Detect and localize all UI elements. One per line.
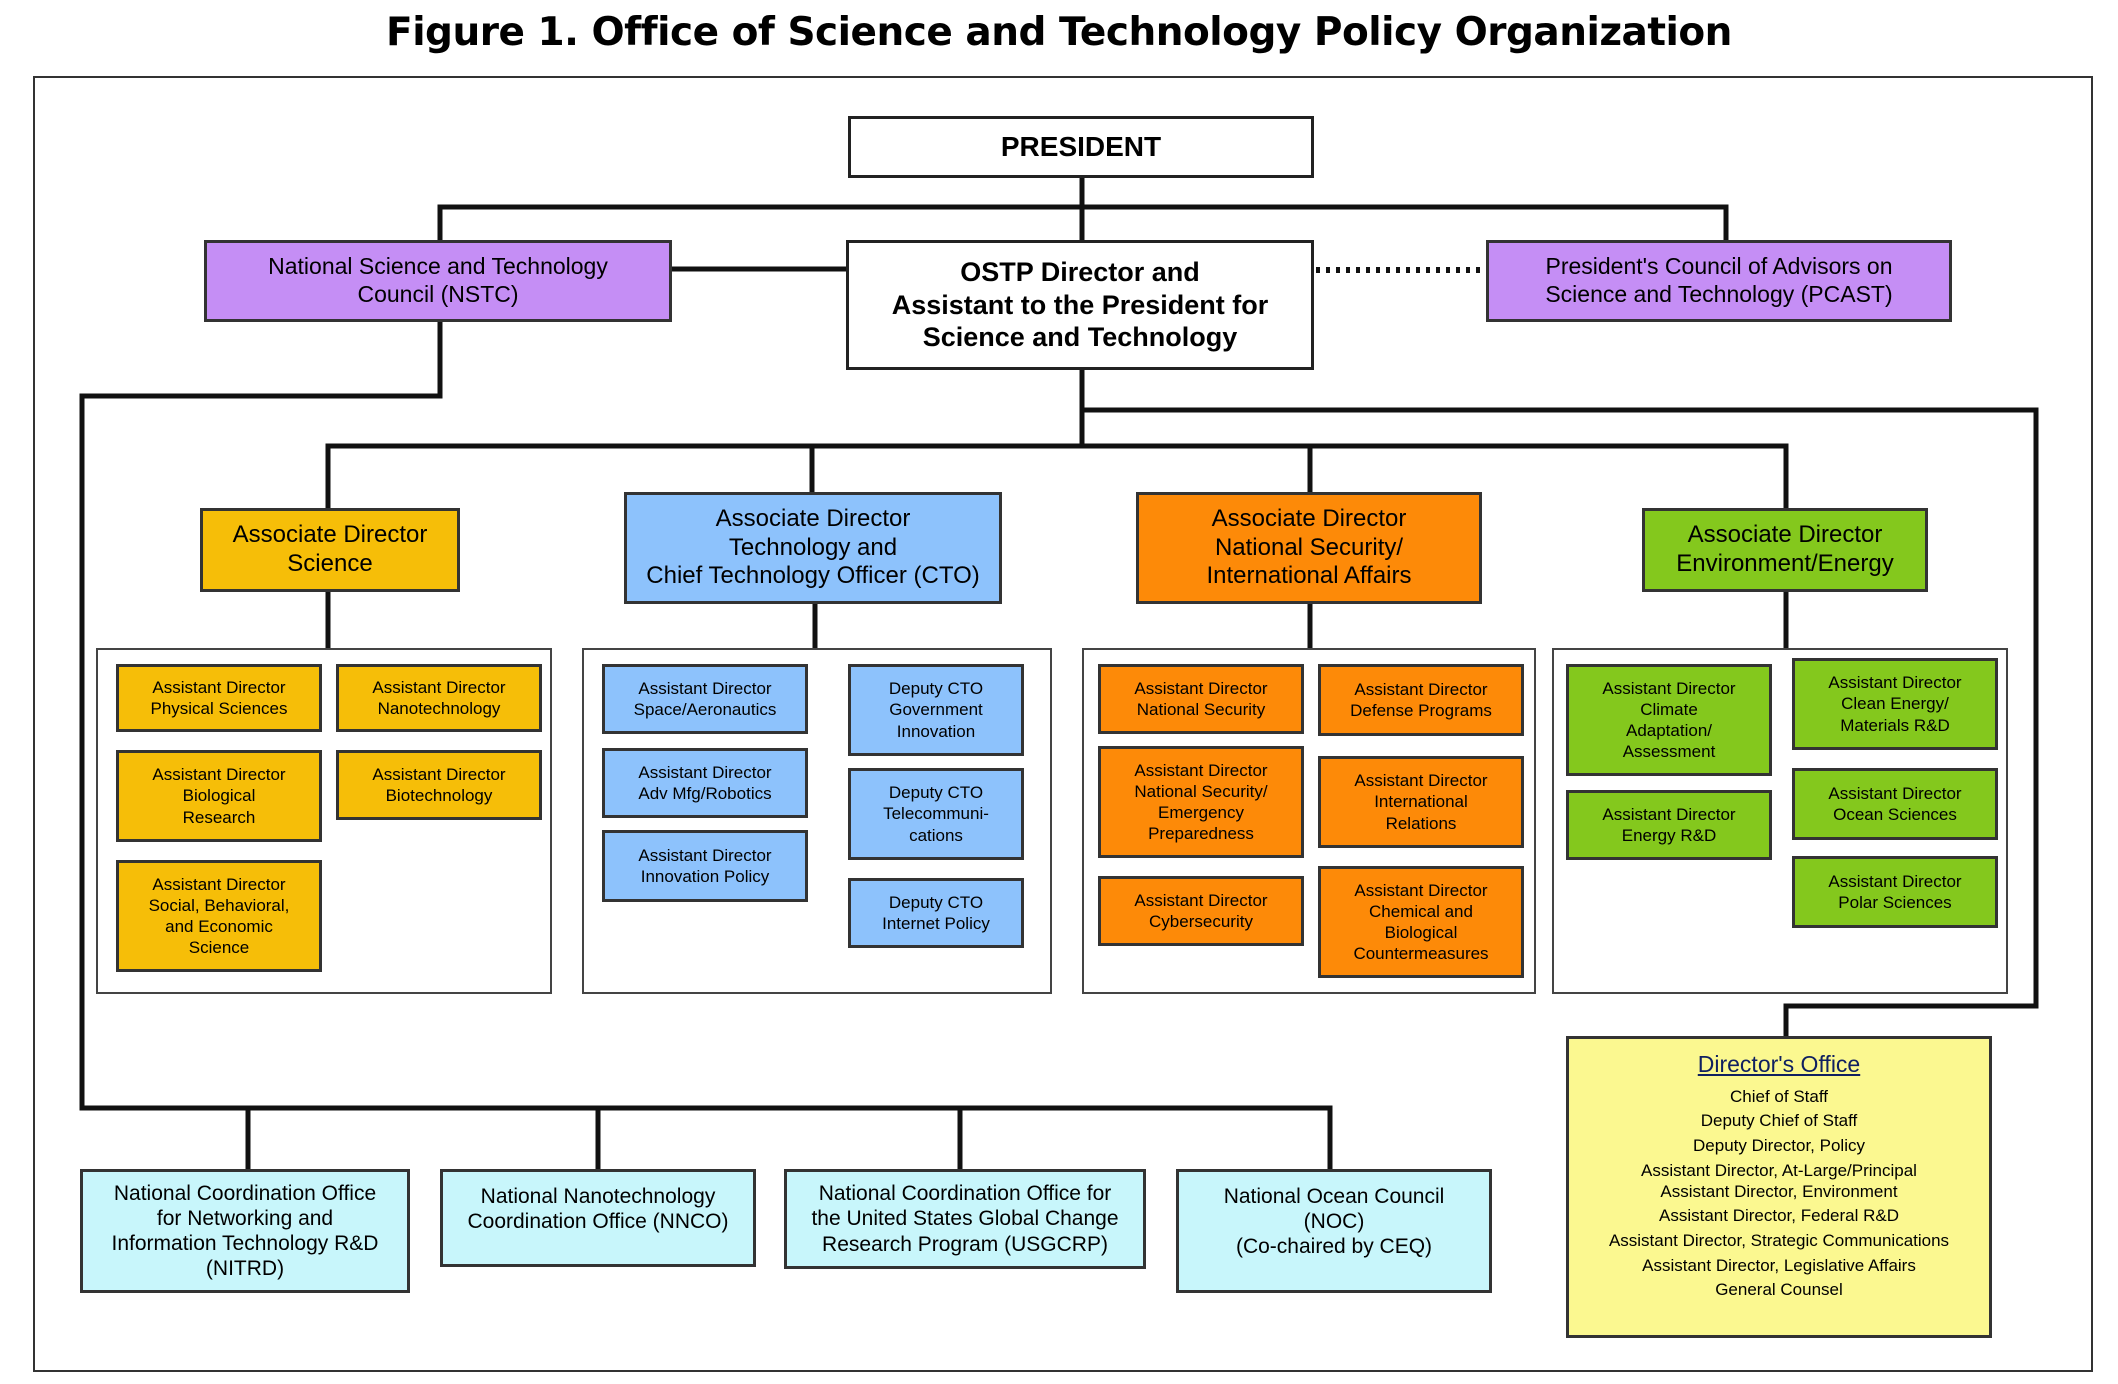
innovation-line-1: Assistant Director (638, 845, 772, 865)
associate-director-security (1136, 492, 1482, 604)
assoc-science-line-2: Science (287, 550, 373, 577)
president-label: PRESIDENT (1000, 131, 1162, 163)
nstc-line-1: National Science and Technology (268, 253, 608, 280)
emergency-line-1: Assistant Director (1134, 760, 1268, 780)
director-line-1: OSTP Director and (960, 257, 1200, 288)
mfg-line-1: Assistant Director (638, 762, 772, 782)
social-line-4: Science (188, 938, 250, 958)
ad-ocean-sciences (1792, 768, 1998, 840)
directors-office-item (1659, 1206, 1899, 1227)
directors-office-box (1566, 1036, 1992, 1338)
associate-director-technology (624, 492, 1002, 604)
social-line-2: Social, Behavioral, (148, 895, 290, 915)
bio-research-line-3: Research (182, 807, 256, 827)
nitrd-line-4: (NITRD) (205, 1257, 285, 1281)
dir-item-3-line-2: Assistant Director, Environment (1660, 1181, 1898, 1201)
gov-innov-line-1: Deputy CTO (888, 679, 984, 699)
ad-international-relations (1318, 756, 1524, 848)
president-box (848, 116, 1314, 178)
intl-line-2: International (1374, 792, 1468, 812)
chembio-line-4: Countermeasures (1353, 944, 1489, 964)
innovation-line-2: Innovation Policy (640, 867, 770, 886)
directors-office-item (1730, 1087, 1828, 1108)
usgcrp-line-3: Research Program (USGCRP) (822, 1232, 1108, 1256)
assoc-sec-line-1: Associate Director (1211, 504, 1407, 532)
ad-innovation-policy (602, 830, 808, 902)
directors-office-item (1641, 1161, 1917, 1202)
usgcrp-line-1: National Coordination Office for (818, 1182, 1112, 1206)
emergency-line-2: National Security/ (1134, 781, 1268, 801)
dir-item-5-line-1: Assistant Director, Strategic Communications (1608, 1231, 1950, 1250)
emergency-line-3: Emergency (1158, 803, 1244, 822)
nano-line-1: Assistant Director (372, 677, 506, 697)
figure-title: Figure 1. Office of Science and Technology Policy Organization (386, 10, 1732, 55)
deputy-cto-internet-policy (848, 878, 1024, 948)
bio-research-line-2: Biological (182, 786, 256, 806)
ocean-line-1: Assistant Director (1828, 783, 1962, 803)
directors-office-item (1642, 1256, 1916, 1277)
cyber-line-2: Cybersecurity (1149, 912, 1253, 931)
ad-social-behavioral-economic (116, 860, 322, 972)
assoc-env-line-2: Environment/Energy (1676, 550, 1894, 577)
chembio-line-2: Chemical and (1369, 901, 1473, 921)
nitrd-office (80, 1169, 410, 1293)
assoc-tech-line-1: Associate Director (715, 504, 911, 532)
defense-line-1: Assistant Director (1354, 679, 1488, 699)
ad-energy-rd (1566, 790, 1772, 860)
nitrd-line-1: National Coordination Office (113, 1181, 377, 1205)
assoc-tech-line-2: Technology and (728, 533, 898, 561)
noc-line-3: (Co-chaired by CEQ) (1235, 1235, 1433, 1259)
directors-office-item (1693, 1136, 1865, 1157)
usgcrp-office (784, 1169, 1146, 1269)
dir-item-7-line-1: General Counsel (1715, 1280, 1843, 1300)
director-line-2: Assistant to the President for (891, 289, 1269, 320)
gov-innov-line-2: Government (889, 700, 983, 720)
space-line-1: Assistant Director (638, 678, 772, 698)
internet-line-2: Internet Policy (882, 914, 990, 933)
ad-emergency-preparedness (1098, 746, 1304, 858)
polar-line-1: Assistant Director (1828, 871, 1962, 891)
physical-line-2: Physical Sciences (150, 699, 288, 718)
energy-line-1: Assistant Director (1602, 804, 1736, 824)
ad-adv-mfg-robotics (602, 748, 808, 818)
biotech-line-2: Biotechnology (385, 786, 493, 805)
ad-nanotechnology (336, 664, 542, 732)
nnco-office (440, 1169, 756, 1267)
clean-line-1: Assistant Director (1828, 673, 1962, 693)
deputy-cto-government-innovation (848, 664, 1024, 756)
ad-climate-adaptation (1566, 664, 1772, 776)
dir-item-2-line-1: Deputy Director, Policy (1693, 1136, 1865, 1156)
usgcrp-line-2: the United States Global Change (811, 1207, 1119, 1231)
associate-director-environment (1642, 508, 1928, 592)
dir-item-0-line-1: Chief of Staff (1730, 1086, 1828, 1106)
associate-director-science (200, 508, 460, 592)
nano-line-2: Nanotechnology (377, 699, 501, 718)
dir-item-1-line-1: Deputy Chief of Staff (1700, 1111, 1858, 1131)
noc-line-1: National Ocean Council (1223, 1185, 1445, 1208)
ad-cybersecurity (1098, 876, 1304, 946)
polar-line-2: Polar Sciences (1838, 893, 1952, 912)
climate-line-2: Climate (1640, 699, 1698, 719)
intl-line-1: Assistant Director (1354, 771, 1488, 791)
pcast-box (1486, 240, 1952, 322)
emergency-line-4: Preparedness (1148, 824, 1254, 844)
energy-line-2: Energy R&D (1621, 826, 1717, 845)
ad-national-security (1098, 664, 1304, 734)
telecom-line-2: Telecommuni- (883, 804, 989, 824)
ad-clean-energy-materials (1792, 658, 1998, 750)
ad-physical-sciences (116, 664, 322, 732)
chembio-line-3: Biological (1384, 923, 1458, 942)
nstc-line-2: Council (NSTC) (357, 281, 519, 307)
social-line-3: and Economic (165, 917, 273, 936)
natsec-line-1: Assistant Director (1134, 678, 1268, 698)
dir-item-3-line-1: Assistant Director, At-Large/Principal (1641, 1160, 1917, 1180)
ad-biotechnology (336, 750, 542, 820)
noc-office (1176, 1169, 1492, 1293)
directors-office-item (1715, 1280, 1843, 1301)
dir-item-4-line-1: Assistant Director, Federal R&D (1659, 1206, 1899, 1226)
director-line-3: Science and Technology (922, 322, 1238, 353)
pcast-line-2: Science and Technology (PCAST) (1545, 281, 1893, 307)
defense-line-2: Defense Programs (1350, 701, 1492, 720)
ad-polar-sciences (1792, 856, 1998, 928)
clean-line-3: Materials R&D (1840, 715, 1950, 735)
ad-defense-programs (1318, 664, 1524, 736)
chembio-line-1: Assistant Director (1354, 880, 1488, 900)
ostp-director-box (846, 240, 1314, 370)
nstc-box (204, 240, 672, 322)
gov-innov-line-3: Innovation (896, 721, 976, 741)
directors-office-item (1609, 1231, 1949, 1252)
assoc-science-line-1: Associate Director (232, 521, 428, 549)
directors-office-item (1701, 1111, 1858, 1132)
nnco-line-1: National Nanotechnology (480, 1185, 716, 1208)
clean-line-2: Clean Energy/ (1841, 694, 1949, 714)
ad-biological-research (116, 750, 322, 842)
assoc-env-line-1: Associate Director (1687, 521, 1883, 549)
ad-space-aeronautics (602, 664, 808, 734)
directors-office-heading: Director's Office (1697, 1051, 1861, 1077)
noc-line-2: (NOC) (1303, 1210, 1365, 1234)
dir-item-6-line-1: Assistant Director, Legislative Affairs (1642, 1255, 1916, 1275)
mfg-line-2: Adv Mfg/Robotics (638, 784, 772, 803)
nitrd-line-2: for Networking and (156, 1206, 334, 1230)
pcast-line-1: President's Council of Advisors on (1545, 253, 1893, 280)
climate-line-1: Assistant Director (1602, 678, 1736, 698)
bio-research-line-1: Assistant Director (152, 765, 286, 785)
nitrd-line-3: Information Technology R&D (111, 1232, 379, 1255)
deputy-cto-telecommunications (848, 768, 1024, 860)
climate-line-3: Adaptation/ (1625, 721, 1712, 740)
biotech-line-1: Assistant Director (372, 764, 506, 784)
social-line-1: Assistant Director (152, 874, 286, 894)
climate-line-4: Assessment (1622, 742, 1716, 762)
assoc-sec-line-3: International Affairs (1206, 562, 1412, 590)
cyber-line-1: Assistant Director (1134, 890, 1268, 910)
ocean-line-2: Ocean Sciences (1833, 805, 1957, 824)
assoc-sec-line-2: National Security/ (1214, 533, 1404, 561)
ad-chemical-biological-countermeasures (1318, 866, 1524, 978)
telecom-line-1: Deputy CTO (888, 783, 984, 803)
nnco-line-2: Coordination Office (NNCO) (467, 1210, 729, 1234)
telecom-line-3: cations (909, 825, 963, 845)
internet-line-1: Deputy CTO (888, 892, 984, 912)
physical-line-1: Assistant Director (152, 677, 286, 697)
intl-line-3: Relations (1385, 813, 1457, 833)
assoc-tech-line-3: Chief Technology Officer (CTO) (646, 562, 980, 590)
space-line-2: Space/Aeronautics (633, 700, 777, 719)
natsec-line-2: National Security (1136, 700, 1266, 719)
